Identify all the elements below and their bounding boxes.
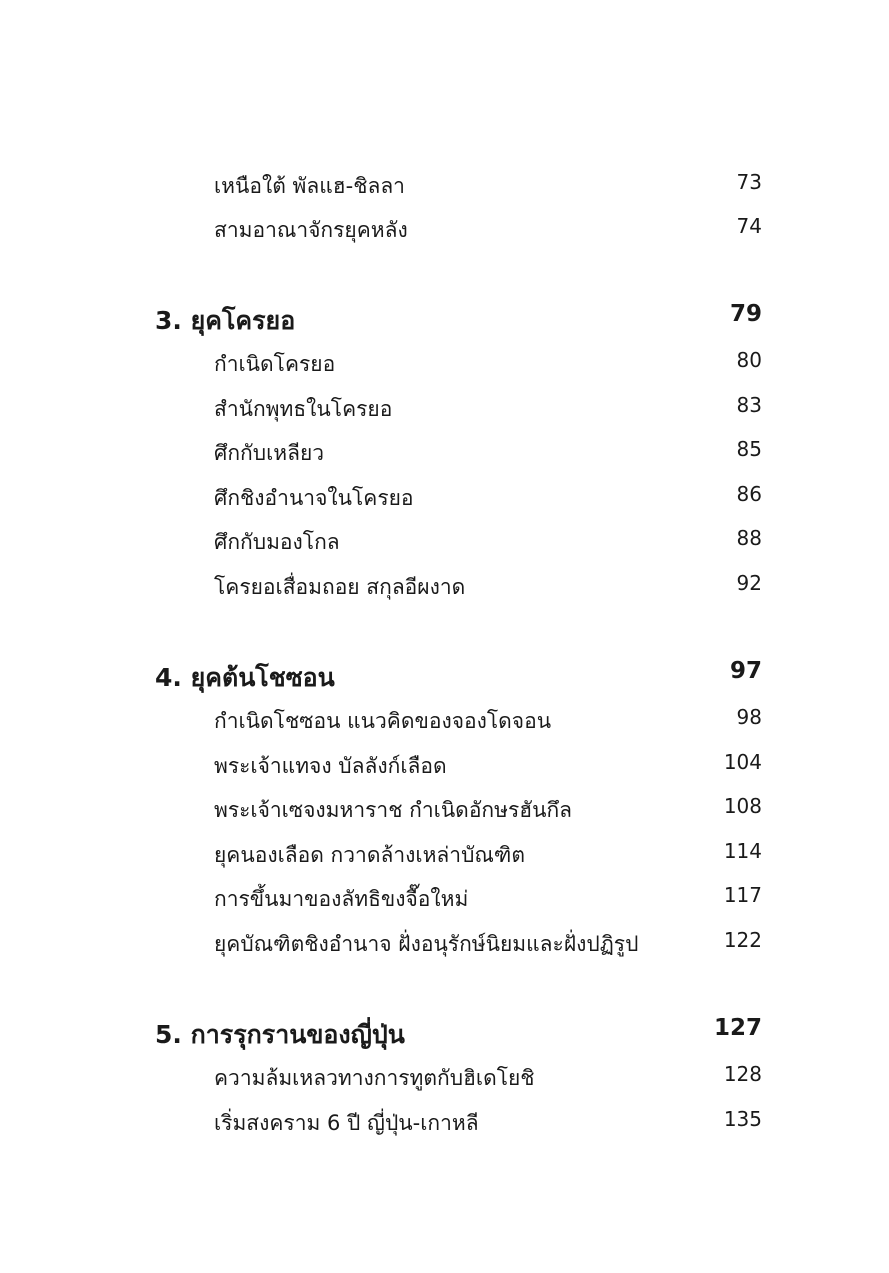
toc-entry-page: 80 xyxy=(736,348,762,372)
toc-entry-page: 104 xyxy=(723,750,762,774)
toc-entry-page: 135 xyxy=(723,1107,762,1131)
toc-entry-title: เหนือใต้ พัลแฮ-ชิลลา xyxy=(214,174,405,198)
chapter-title: 4. ยุคต้นโชซอน xyxy=(155,663,335,692)
toc-entry-title: พระเจ้าแทจง บัลลังก์เลือด xyxy=(214,754,447,778)
toc-entry-page: 98 xyxy=(736,705,762,729)
chapter-page: 79 xyxy=(729,301,762,327)
toc-entry-title: ศึกกับมองโกล xyxy=(214,530,340,554)
toc-entry-title: พระเจ้าเซจงมหาราช กำเนิดอักษรฮันกึล xyxy=(214,798,573,822)
toc-entry-page: 128 xyxy=(723,1062,762,1086)
toc-entry-title: ศึกกับเหลียว xyxy=(214,441,325,465)
toc-entry-page: 114 xyxy=(723,839,762,863)
toc-entry-title: ยุคบัณฑิตชิงอำนาจ ฝั่งอนุรักษ์นิยมและฝั่งปฏิรูป xyxy=(214,932,639,956)
toc-entry-title: การขึ้นมาของลัทธิขงจื๊อใหม่ xyxy=(214,887,469,911)
chapter-page: 127 xyxy=(713,1015,762,1041)
toc-entry-title: กำเนิดโครยอ xyxy=(214,352,336,376)
toc-entry-title: สามอาณาจักรยุคหลัง xyxy=(214,218,408,242)
toc-entry-title: กำเนิดโชซอน แนวคิดของจองโดจอน xyxy=(214,709,552,733)
toc-entry-page: 73 xyxy=(736,170,762,194)
toc-entry-page: 122 xyxy=(723,928,762,952)
toc-entry-page: 74 xyxy=(736,214,762,238)
toc-entry-title: โครยอเสื่อมถอย สกุลอีผงาด xyxy=(214,575,466,599)
toc-entry-title: ความล้มเหลวทางการทูตกับฮิเดโยชิ xyxy=(214,1066,535,1090)
toc-entry-title: สำนักพุทธในโครยอ xyxy=(214,397,393,421)
toc-entry-title: เริ่มสงคราม 6 ปี ญี่ปุ่น-เกาหลี xyxy=(214,1111,479,1135)
chapter-title: 3. ยุคโครยอ xyxy=(155,306,296,335)
toc-entry-page: 88 xyxy=(736,526,762,550)
toc-entry-title: ยุคนองเลือด กวาดล้างเหล่าบัณฑิต xyxy=(214,843,525,867)
chapter-title: 5. การรุกรานของญี่ปุ่น xyxy=(155,1020,405,1049)
toc-entry-page: 117 xyxy=(723,883,762,907)
toc-entry-page: 83 xyxy=(736,393,762,417)
chapter-page: 97 xyxy=(729,658,762,684)
toc-entry-page: 108 xyxy=(723,794,762,818)
toc-entry-page: 92 xyxy=(736,571,762,595)
toc-entry-page: 86 xyxy=(736,482,762,506)
toc-entry-title: ศึกชิงอำนาจในโครยอ xyxy=(214,486,414,510)
toc-entry-page: 85 xyxy=(736,437,762,461)
